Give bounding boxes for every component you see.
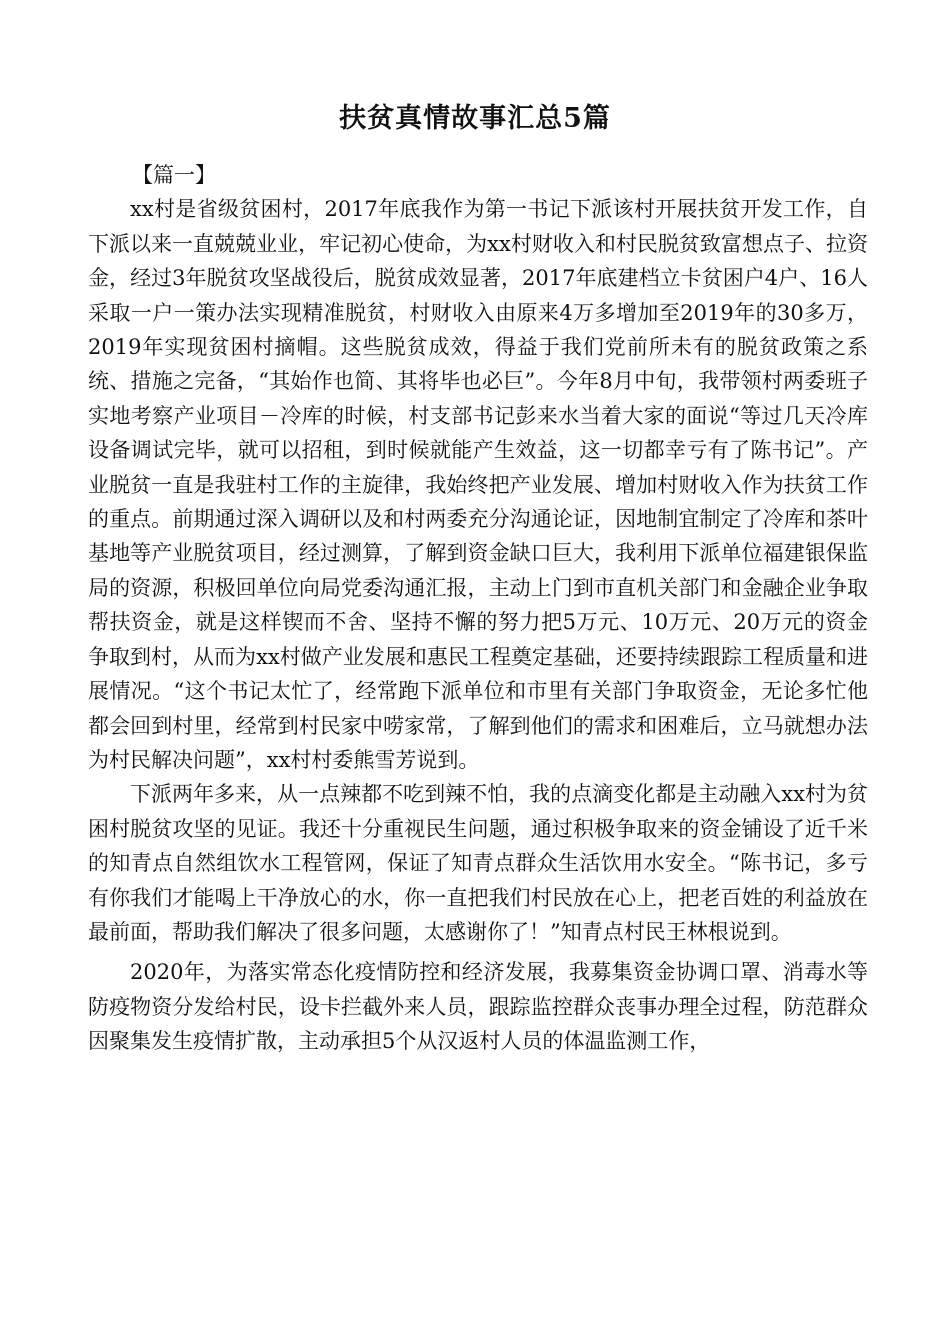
document-body: [88, 158, 868, 1059]
paragraph-3: 2020年，为落实常态化疫情防控和经济发展，我募集资金协调口罩、消毒水等防疫物资分发给村民，设卡拦截外来人员，跟踪监控群众丧事办理全过程，防范群众因聚集发生疫情扩散，主动承担5个从汉返村人员的体温监测工作，: [88, 960, 868, 1054]
paragraph-2: 下派两年多来，从一点辣都不吃到辣不怕，我的点滴变化都是主动融入xx村为贫困村脱贫攻坚的见证。我还十分重视民生问题，通过积极争取来的资金铺设了近千米的知青点自然组饮水工程管网，保证了知青点群众生活饮用水安全。“陈书记，多亏有你我们才能喝上干净放心的水，你一直把我们村民放在心上，把老百姓的利益放在最前面，帮助我们解决了很多问题，太感谢你了！”知青点村民王林根说到。: [88, 782, 868, 944]
paragraph-1: xx村是省级贫困村，2017年底我作为第一书记下派该村开展扶贫开发工作，自下派以来一直兢兢业业，牢记初心使命，为xx村财收入和村民脱贫致富想点子、拉资金，经过3年脱贫攻坚战役后，脱贫成效显著，2017年底建档立卡贫困户4户、16人采取一户一策办法实现精准脱贫，村财收入由原来4万多增加至2019年的30多万，2019年实现贫困村摘帽。这些脱贫成效，得益于我们党前所未有的脱贫政策之系统、措施之完备，“其始作也简、其将毕也必巨”。今年8月中旬，我带领村两委班子实地考察产业项目－冷库的时候，村支部书记彭来水当着大家的面说“等过几天冷库设备调试完毕，就可以招租，到时候就能产生效益，这一切都幸亏有了陈书记”。产业脱贫一直是我驻村工作的主旋律，我始终把产业发展、增加村财收入作为扶贫工作的重点。前期通过深入调研以及和村两委充分沟通论证，因地制宜制定了冷库和茶叶基地等产业脱贫项目，经过测算，了解到资金缺口巨大，我利用下派单位福建银保监局的资源，积极回单位向局党委沟通汇报，主动上门到市直机关部门和金融企业争取帮扶资金，就是这样锲而不舍、坚持不懈的努力把5万元、10万元、20万元的资金争取到村，从而为xx村做产业发展和惠民工程奠定基础，还要持续跟踪工程质量和进展情况。“这个书记太忙了，经常跑下派单位和市里有关部门争取资金，无论多忙他都会回到村里，经常到村民家中唠家常，了解到他们的需求和困难后，立马就想办法为村民解决问题”，xx村村委熊雪芳说到。: [88, 197, 868, 772]
section-heading: 【篇一】: [132, 163, 216, 187]
document-title: 扶贫真情故事汇总5篇: [339, 103, 611, 134]
